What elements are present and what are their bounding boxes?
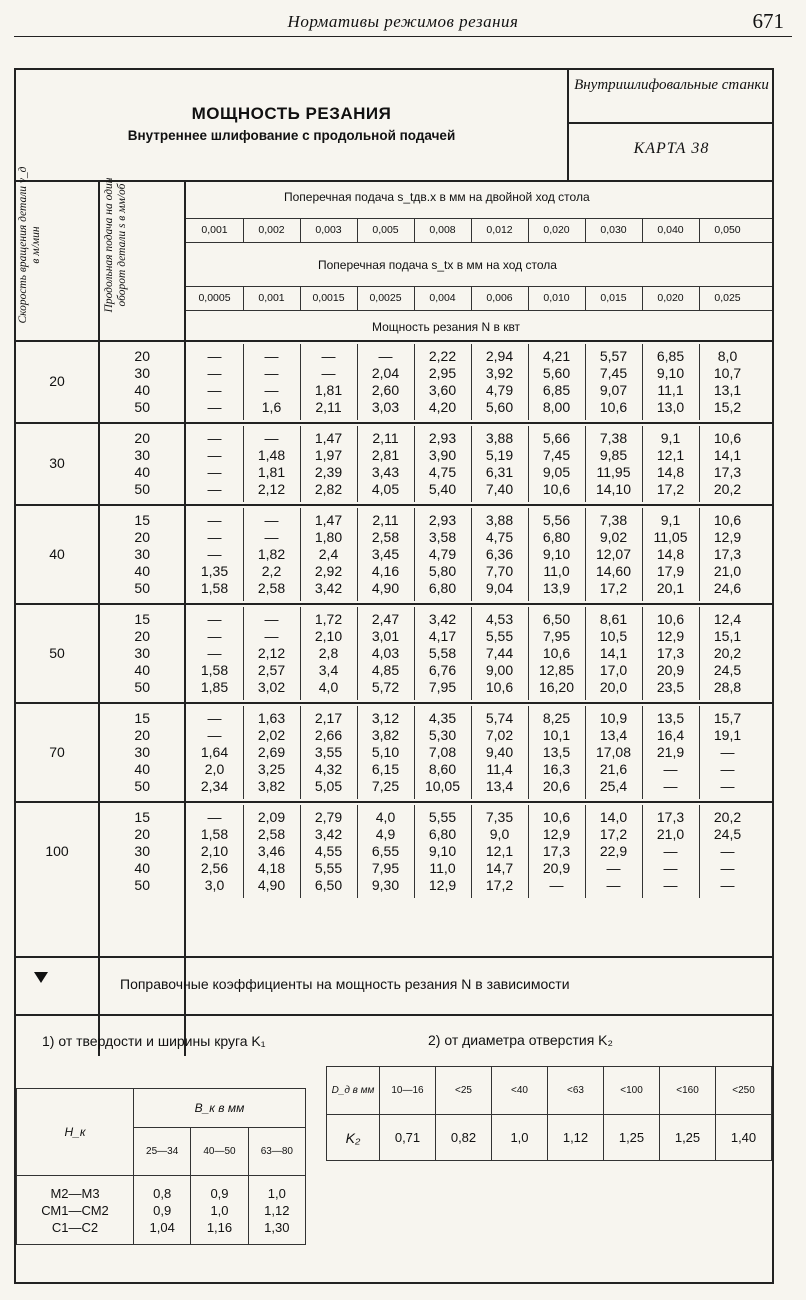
power-values: 6,85 9,10 11,1 13,0: [656, 348, 685, 415]
k2-col: <25: [436, 1067, 492, 1115]
power-values: 9,1 12,1 14,8 17,2: [656, 430, 685, 497]
power-values: 5,66 7,45 9,05 10,6: [542, 430, 571, 497]
single-feed-value: 0,001: [258, 292, 285, 304]
k1-values-cell: [248, 1176, 305, 1245]
speed-value: 100: [45, 842, 69, 859]
power-values: 2,94 3,92 4,79 5,60: [485, 348, 514, 415]
power-values: 9,1 11,05 14,8 17,9 20,1: [653, 512, 688, 596]
k2-value: 1,25: [604, 1115, 660, 1161]
k1-value: 0,8: [153, 1185, 172, 1201]
power-values: 2,11 2,81 3,43 4,05: [371, 430, 400, 497]
double-feed-value: 0,050: [714, 224, 741, 236]
double-feed-value: 0,003: [315, 224, 342, 236]
card-title: МОЩНОСТЬ РЕЗАНИЯ: [191, 104, 392, 123]
k2-col: <160: [660, 1067, 716, 1115]
power-values: 5,74 7,02 9,40 11,4 13,4: [485, 710, 514, 794]
double-feed-value: 0,005: [372, 224, 399, 236]
single-feed-value: 0,025: [714, 292, 741, 304]
k2-table: [326, 1066, 772, 1161]
power-values: — 1,48 1,81 2,12: [257, 430, 286, 497]
power-values: 3,42 4,17 5,58 6,76 7,95: [428, 611, 457, 695]
power-values: 10,6 12,9 17,3 20,9 23,5: [656, 611, 685, 695]
page-number: 671: [752, 9, 784, 33]
k1-hardness-cell: [17, 1176, 134, 1245]
k2-col: <40: [492, 1067, 548, 1115]
power-values: 8,0 10,7 13,1 15,2: [713, 348, 742, 415]
k1-hardness: С1—С2: [51, 1219, 99, 1235]
power-values: 2,93 3,90 4,75 5,40: [428, 430, 457, 497]
power-values: 5,57 7,45 9,07 10,6: [599, 348, 628, 415]
power-values: 20,2 24,5 — — —: [713, 809, 742, 893]
k2-value: 1,25: [660, 1115, 716, 1161]
double-feed-value: 0,002: [258, 224, 285, 236]
double-feed-value: 0,030: [600, 224, 627, 236]
power-values: 2,47 3,01 4,03 4,85 5,72: [371, 611, 400, 695]
single-feed-value: 0,0015: [312, 292, 345, 304]
k2-col: 10—16: [380, 1067, 436, 1115]
k1-value: 1,04: [149, 1219, 175, 1235]
power-values: 6,50 7,95 10,6 12,85 16,20: [538, 611, 575, 695]
power-values: 10,9 13,4 17,08 21,6 25,4: [595, 710, 632, 794]
k2-col: <250: [716, 1067, 772, 1115]
k2-dd-header: D_д в мм: [327, 1067, 380, 1115]
speed-value: 50: [49, 644, 65, 661]
speed-value: 20: [49, 373, 65, 389]
longitudinal-feed-values: 15 20 30 40 50: [134, 809, 150, 893]
k1-value: 1,16: [206, 1219, 233, 1235]
power-values: 7,38 9,85 11,95 14,10: [595, 430, 632, 497]
running-title: Нормативы режимов резания: [287, 12, 519, 31]
power-values: 1,72 2,10 2,8 3,4 4,0: [314, 611, 343, 695]
k1-value: 1,0: [267, 1185, 286, 1201]
k1-value: 1,30: [264, 1219, 290, 1235]
power-values: 5,56 6,80 9,10 11,0 13,9: [542, 512, 571, 596]
longitudinal-feed-values: 15 20 30 40 50: [134, 710, 150, 794]
power-values: — — 2,12 2,57 3,02: [257, 611, 286, 695]
power-values: 14,0 17,2 22,9 — —: [599, 809, 628, 893]
k1-values-cell: [191, 1176, 248, 1245]
single-feed-value: 0,015: [600, 292, 627, 304]
power-values: 7,38 9,02 12,07 14,60 17,2: [595, 512, 632, 596]
arrow-marker-icon: [34, 972, 48, 983]
double-feed-value: 0,020: [543, 224, 570, 236]
power-values: 2,79 3,42 4,55 5,55 6,50: [314, 809, 343, 893]
power-values: 2,17 2,66 3,55 4,32 5,05: [314, 710, 343, 794]
card-subtitle: Внутреннее шлифование с продольной подачей: [127, 128, 456, 143]
power-values: 1,47 1,80 2,4 2,92 3,42: [314, 512, 343, 596]
power-values: — — 1,81 2,11: [314, 348, 343, 415]
power-values: — — — —: [207, 348, 222, 415]
speed-value: 40: [49, 545, 65, 562]
k1-col: 25—34: [134, 1128, 191, 1176]
k1-bk-header: B_к в мм: [134, 1089, 306, 1128]
power-values: 5,55 6,80 9,10 11,0 12,9: [428, 809, 457, 893]
power-values: — — 1,64 2,0 2,34: [200, 710, 229, 794]
power-values: 8,61 10,5 14,1 17,0 20,0: [599, 611, 628, 695]
single-feed-value: 0,0025: [369, 292, 402, 304]
k1-hardness: М2—М3: [50, 1185, 100, 1201]
k1-col: 63—80: [248, 1128, 305, 1176]
k1-value: 1,0: [210, 1202, 229, 1218]
k1-value: 1,12: [264, 1202, 290, 1218]
double-feed-value: 0,040: [657, 224, 684, 236]
speed-column-label: Скорость вращения детали v_д в м/мин: [17, 166, 42, 324]
longitudinal-feed-values: 15 20 30 40 50: [134, 611, 150, 695]
k2-col: <63: [548, 1067, 604, 1115]
double-feed-value: 0,001: [201, 224, 228, 236]
card-number: КАРТА 38: [633, 140, 710, 157]
power-values: 10,6 12,9 17,3 21,0 24,6: [713, 512, 742, 596]
power-values: — — — 1,58 1,85: [200, 611, 229, 695]
double-feed-value: 0,008: [429, 224, 456, 236]
power-values: 8,25 10,1 13,5 16,3 20,6: [542, 710, 571, 794]
power-values: 4,21 5,60 6,85 8,00: [542, 348, 571, 415]
power-values: — 2,04 2,60 3,03: [371, 348, 400, 415]
k1-hk-header: H_к: [17, 1089, 134, 1176]
power-label: Мощность резания N в квт: [372, 320, 521, 334]
k2-value: 1,40: [716, 1115, 772, 1161]
power-values: 3,88 5,19 6,31 7,40: [485, 430, 514, 497]
power-values: 15,7 19,1 — — —: [713, 710, 742, 794]
power-values: — 1,58 2,10 2,56 3,0: [200, 809, 229, 893]
power-values: 17,3 21,0 — — —: [656, 809, 685, 893]
card-title-box: [16, 70, 567, 180]
power-values: 3,12 3,82 5,10 6,15 7,25: [371, 710, 400, 794]
machine-type: Внутришлифовальные станки: [574, 77, 769, 93]
power-values: 7,35 9,0 12,1 14,7 17,2: [485, 809, 514, 893]
single-feed-value: 0,004: [429, 292, 456, 304]
k2-title: 2) от диаметра отверстия K₂: [428, 1032, 613, 1048]
k1-value: 0,9: [210, 1185, 229, 1201]
power-values: 10,6 14,1 17,3 20,2: [713, 430, 742, 497]
corrections-heading: Поправочные коэффициенты на мощность резания N в зависимости: [120, 976, 570, 992]
power-values: 1,63 2,02 2,69 3,25 3,82: [257, 710, 286, 794]
k1-values-cell: [134, 1176, 191, 1245]
k2-row-label: K₂: [327, 1115, 380, 1161]
power-values: 2,09 2,58 3,46 4,18 4,90: [257, 809, 286, 893]
power-values: 4,0 4,9 6,55 7,95 9,30: [371, 809, 400, 893]
single-feed-label: Поперечная подача s_tх в мм на ход стола: [318, 258, 557, 272]
running-header: [14, 6, 792, 37]
power-values: 10,6 12,9 17,3 20,9 —: [542, 809, 571, 893]
power-values: — — — 1,6: [261, 348, 282, 415]
double-feed-label: Поперечная подача s_tдв.х в мм на двойной ход стола: [284, 190, 590, 204]
k1-hardness: СМ1—СМ2: [41, 1202, 109, 1218]
speed-value: 70: [49, 743, 65, 760]
single-feed-value: 0,020: [657, 292, 684, 304]
longitudinal-feed-values: 20 30 40 50: [134, 430, 150, 497]
k1-title: 1) от твердости и ширины круга K₁: [42, 1033, 266, 1049]
power-values: 12,4 15,1 20,2 24,5 28,8: [713, 611, 742, 695]
k2-value: 1,0: [492, 1115, 548, 1161]
k2-value: 0,82: [436, 1115, 492, 1161]
k1-table: [16, 1088, 306, 1245]
feed-column-label: Продольная подача на один оборот детали s в мм/об: [103, 177, 128, 313]
double-feed-value: 0,012: [486, 224, 513, 236]
power-values: 4,53 5,55 7,44 9,00 10,6: [485, 611, 514, 695]
longitudinal-feed-values: 20 30 40 50: [134, 348, 150, 415]
k2-value: 1,12: [548, 1115, 604, 1161]
power-values: 2,93 3,58 4,79 5,80 6,80: [428, 512, 457, 596]
longitudinal-feed-values: 15 20 30 40 50: [134, 512, 150, 596]
single-feed-value: 0,0005: [198, 292, 231, 304]
k1-value: 0,9: [153, 1202, 172, 1218]
power-values: 2,11 2,58 3,45 4,16 4,90: [371, 512, 400, 596]
power-values: 1,47 1,97 2,39 2,82: [314, 430, 343, 497]
k1-col: 40—50: [191, 1128, 248, 1176]
single-feed-value: 0,006: [486, 292, 513, 304]
single-feed-value: 0,010: [543, 292, 570, 304]
k2-col: <100: [604, 1067, 660, 1115]
k2-value: 0,71: [380, 1115, 436, 1161]
power-values: — — — —: [207, 430, 222, 497]
power-values: 3,88 4,75 6,36 7,70 9,04: [485, 512, 514, 596]
power-values: 13,5 16,4 21,9 — —: [656, 710, 685, 794]
power-values: 4,35 5,30 7,08 8,60 10,05: [424, 710, 461, 794]
power-values: 2,22 2,95 3,60 4,20: [428, 348, 457, 415]
speed-value: 30: [49, 455, 65, 471]
power-values: — — 1,82 2,2 2,58: [257, 512, 286, 596]
power-values: — — — 1,35 1,58: [200, 512, 229, 596]
card-sheet: [14, 68, 774, 1284]
